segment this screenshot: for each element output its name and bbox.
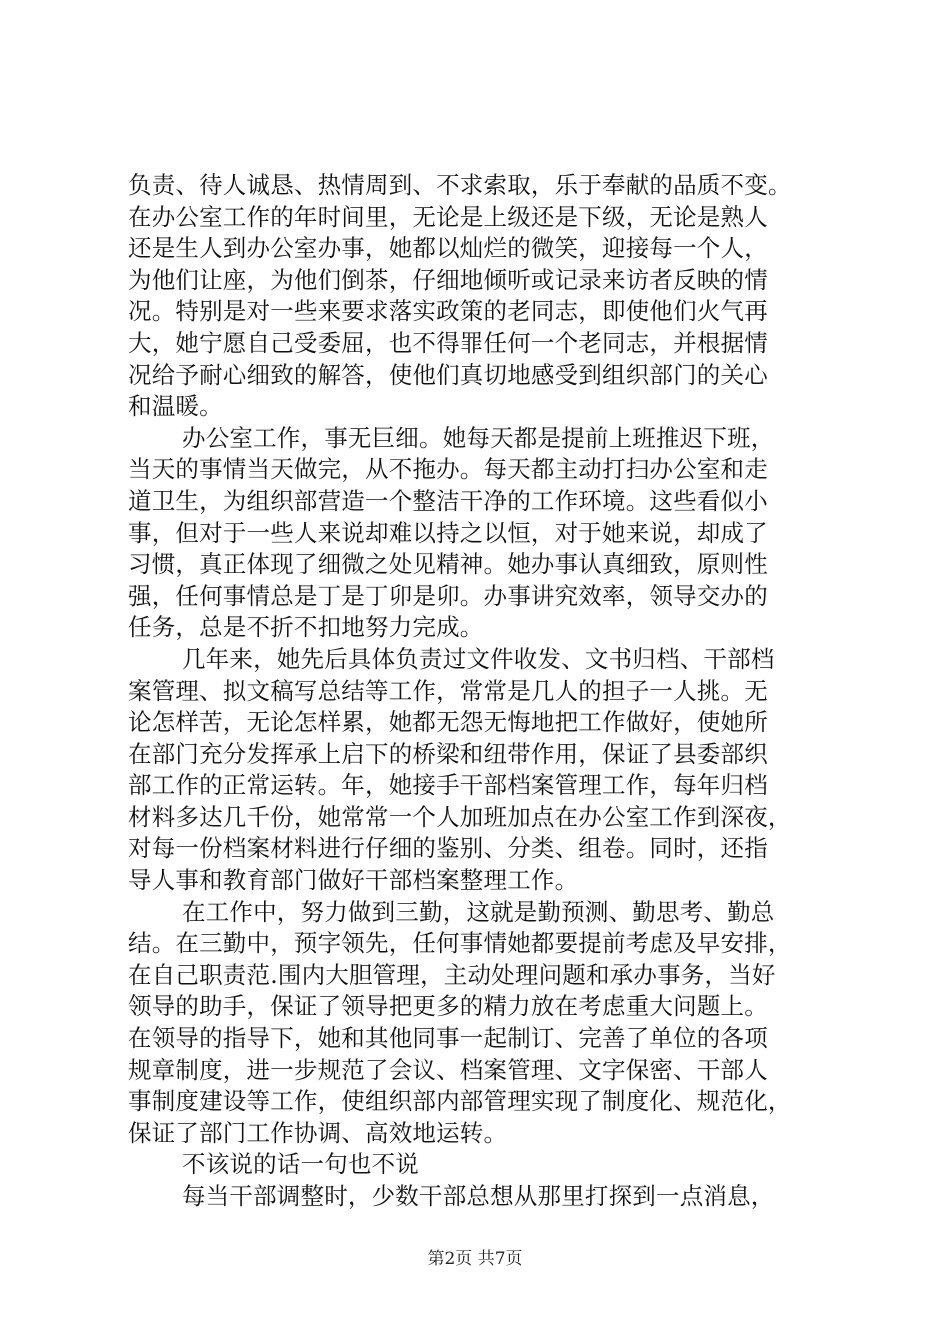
text-line: 在工作中，努力做到三勤，这就是勤预测、勤思考、勤总 bbox=[182, 897, 775, 926]
text-line: 导人事和教育部门做好干部档案整理工作。 bbox=[128, 866, 579, 895]
text-line: 当天的事情当天做完，从不拖办。每天都主动打扫办公室和走 bbox=[128, 455, 768, 484]
text-line: 规章制度，进一步规范了会议、档案管理、文字保密、干部人 bbox=[128, 1055, 768, 1084]
text-line: 在办公室工作的年时间里，无论是上级还是下级，无论是熟人 bbox=[128, 202, 768, 231]
text-line: 保证了部门工作协调、高效地运转。 bbox=[128, 1118, 508, 1147]
text-line: 事，但对于一些人来说却难以持之以恒，对于她来说，却成了 bbox=[128, 518, 768, 547]
text-line: 办公室工作，事无巨细。她每天都是提前上班推迟下班， bbox=[182, 423, 775, 452]
text-line: 在部门充分发挥承上启下的桥梁和纽带作用，保证了县委部织 bbox=[128, 739, 768, 768]
text-line: 况。特别是对一些来要求落实政策的老同志，即使他们火气再 bbox=[128, 297, 768, 326]
text-line: 案管理、拟文稿写总结等工作，常常是几人的担子一人挑。无 bbox=[128, 676, 768, 705]
text-line: 大，她宁愿自己受委屈，也不得罪任何一个老同志，并根据情 bbox=[128, 328, 768, 357]
text-line: 还是生人到办公室办事，她都以灿烂的微笑，迎接每一个人， bbox=[128, 234, 768, 263]
document-body bbox=[128, 170, 833, 1213]
text-line: 论怎样苦，无论怎样累，她都无怨无悔地把工作做好，使她所 bbox=[128, 708, 768, 737]
text-line: 任务，总是不折不扣地努力完成。 bbox=[128, 613, 484, 642]
text-line: 材料多达几千份，她常常一个人加班加点在办公室工作到深夜， bbox=[128, 802, 792, 831]
text-line: 每当干部调整时，少数干部总想从那里打探到一点消息， bbox=[182, 1182, 775, 1210]
text-line: 况给予耐心细致的解答，使他们真切地感受到组织部门的关心 bbox=[128, 360, 768, 389]
text-line: 领导的助手，保证了领导把更多的精力放在考虑重大问题上。 bbox=[128, 992, 768, 1021]
text-line: 强，任何事情总是丁是丁卯是卯。办事讲究效率，领导交办的 bbox=[128, 581, 768, 610]
text-line: 不该说的话一句也不说 bbox=[182, 1150, 419, 1179]
text-line: 事制度建设等工作，使组织部内部管理实现了制度化、规范化， bbox=[128, 1087, 792, 1116]
page-footer: 第2页 共7页 bbox=[427, 1249, 523, 1269]
text-line: 为他们让座，为他们倒茶，仔细地倾听或记录来访者反映的情 bbox=[128, 265, 768, 294]
text-line: 习惯，真正体现了细微之处见精神。她办事认真细致，原则性 bbox=[128, 550, 768, 579]
text-line: 和温暖。 bbox=[128, 392, 223, 421]
text-line: 在领导的指导下，她和其他同事一起制订、完善了单位的各项 bbox=[128, 1024, 768, 1053]
text-line: 对每一份档案材料进行仔细的鉴别、分类、组卷。同时，还指 bbox=[128, 834, 768, 863]
text-line: 结。在三勤中，预字领先，任何事情她都要提前考虑及早安排， bbox=[128, 929, 792, 958]
text-line: 负责、待人诚恳、热情周到、不求索取，乐于奉献的品质不变。 bbox=[128, 171, 792, 199]
text-line: 道卫生，为组织部营造一个整洁干净的工作环境。这些看似小 bbox=[128, 486, 768, 515]
text-line: 几年来，她先后具体负责过文件收发、文书归档、干部档 bbox=[182, 644, 775, 673]
text-line: 部工作的正常运转。年，她接手干部档案管理工作，每年归档 bbox=[128, 771, 768, 800]
text-line: 在自己职责范.围内大胆管理，主动处理问题和承办事务，当好 bbox=[128, 960, 776, 989]
